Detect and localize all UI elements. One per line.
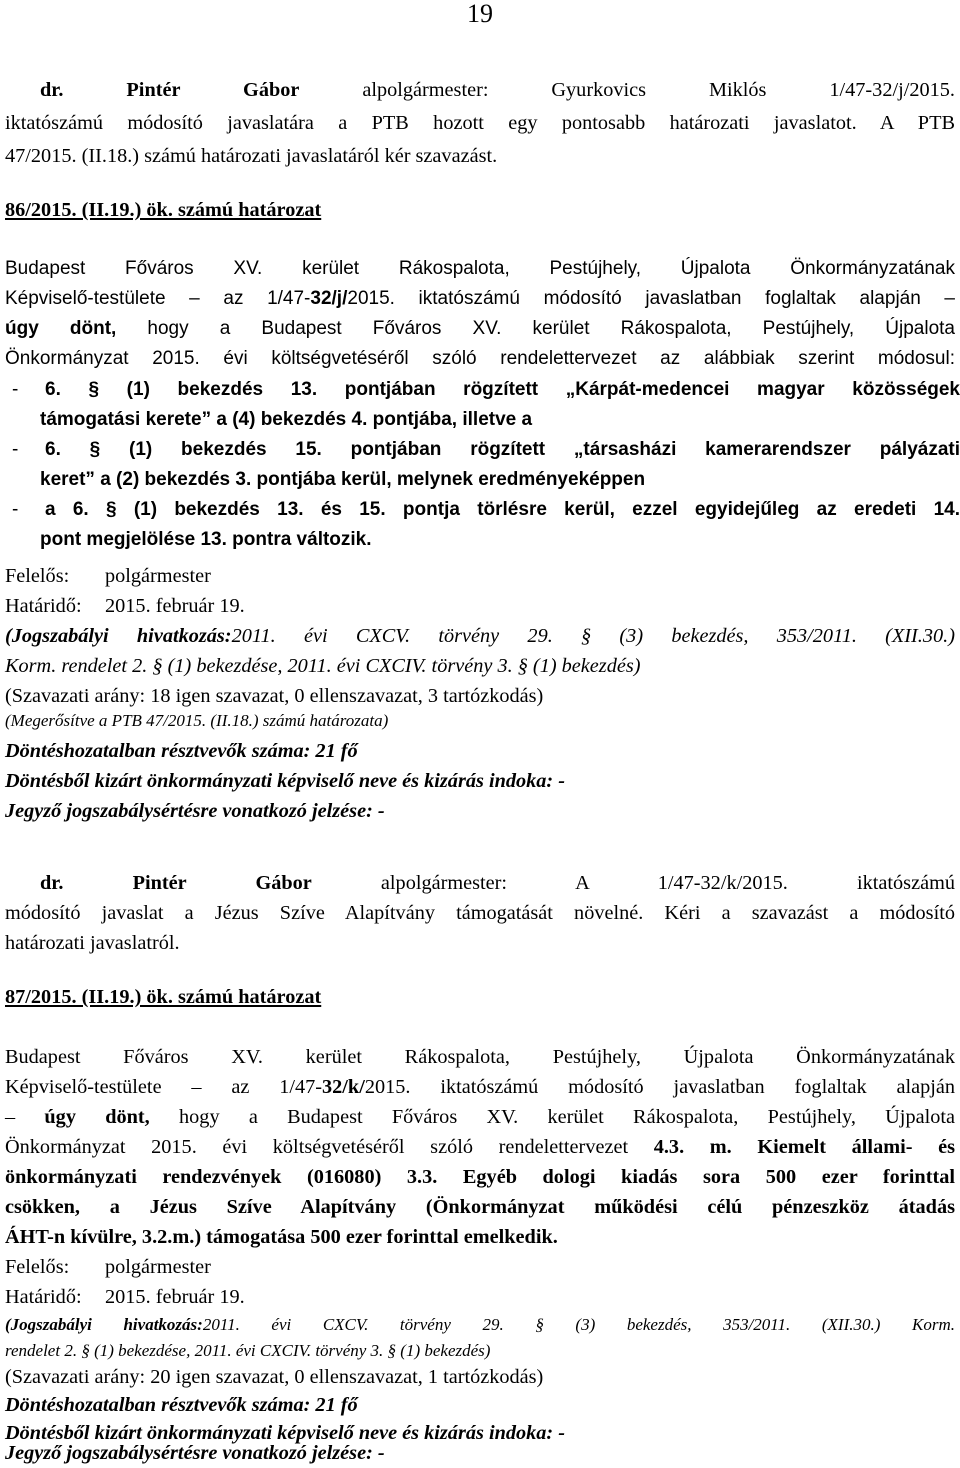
responsible-line (5, 1252, 955, 1282)
text: Képviselő-testülete – az 1/47- (5, 288, 311, 309)
resolution-line: Budapest Főváros XV. kerület Rákospalota, Pestújhely, Újpalota Önkormányzatának (5, 258, 955, 279)
responsible-label: Felelős: (5, 1256, 70, 1278)
resolution-line (5, 1102, 955, 1132)
bullet-dash: - (12, 379, 19, 400)
bullet-text: a 6. § (1) bekezdés 13. és 15. pontja törlésre kerül, ezzel egyidejűleg az eredeti 14. (45, 499, 960, 520)
bullet-text: támogatási kerete” a (4) bekezdés 4. pontjába, illetve a (40, 409, 533, 430)
bullet-text: 6. § (1) bekezdés 15. pontjában rögzített „társasházi kamerarendszer pályázati (45, 439, 960, 460)
text-bold: önkormányzati rendezvények (016080) 3.3. Egyéb dologi kiadás sora 500 ezer forinttal (5, 1166, 955, 1188)
decision-phrase: úgy dönt, (44, 1106, 150, 1128)
legal-reference-text: rendelet 2. § (1) bekezdése, 2011. évi CXCIV. törvény 3. § (1) bekezdés) (5, 1341, 491, 1360)
notary-text: Jegyző jogszabálysértésre vonatkozó jelzése: - (5, 800, 385, 822)
resolution-heading-text: 86/2015. (II.19.) ök. számú határozat (5, 199, 322, 221)
text: Képviselő-testülete – az 1/47- (5, 1076, 323, 1098)
resolution-line (5, 314, 955, 344)
text: 2015. iktatószámú módosító javaslatban foglaltak alapján (364, 1076, 955, 1098)
legal-reference-text: Korm. rendelet 2. § (1) bekezdése, 2011. évi CXCIV. törvény 3. § (1) bekezdés) (5, 655, 641, 677)
participants-count (5, 1390, 955, 1420)
speaker-name: dr. Pintér Gábor (40, 79, 300, 101)
resolution-line (5, 1192, 955, 1222)
excluded-text: Döntésből kizárt önkormányzati képviselő neve és kizárás indoka: - (5, 1422, 565, 1444)
notary-signal (5, 796, 955, 826)
deadline-label: Határidő: (5, 1286, 82, 1308)
responsible-line (5, 561, 955, 591)
deadline-label: Határidő: (5, 595, 82, 617)
paragraph-text: alpolgármester: A 1/47-32/k/2015. iktatószámú (311, 872, 955, 894)
legal-reference-text: 2011. évi CXCV. törvény 29. § (3) bekezdés, 353/2011. (XII.30.) (231, 625, 955, 647)
page-number: 19 (467, 0, 493, 28)
paragraph-line: 47/2015. (II.18.) számú határozati javaslatáról kér szavazást. (5, 145, 498, 167)
text: hogy a Budapest Főváros XV. kerület Rákospalota, Pestújhely, Újpalota (116, 318, 955, 339)
resolution-line (5, 1162, 955, 1192)
legal-reference-label: (Jogszabályi hivatkozás: (5, 625, 232, 647)
notary-signal (5, 1438, 955, 1468)
responsible-value: polgármester (105, 1256, 211, 1278)
paragraph-line: módosító javaslat a Jézus Szíve Alapítvány támogatását növelné. Kéri a szavazást a módosító (5, 902, 955, 924)
resolution-heading (5, 982, 955, 1012)
text-bold: 32/j/ (310, 288, 348, 309)
speaker-paragraph-2 (40, 868, 955, 898)
text-bold: csökken, a Jézus Szíve Alapítvány (Önkormányzat működési célú pénzeszköz átadás (5, 1196, 955, 1218)
speaker-name: dr. Pintér Gábor (40, 872, 312, 894)
legal-reference-text: 2011. évi CXCV. törvény 29. § (3) bekezdés, 353/2011. (XII.30.) Korm. (202, 1315, 955, 1334)
resolution-line (5, 284, 955, 314)
decision-phrase: úgy dönt, (5, 318, 117, 339)
bullet-dash: - (12, 499, 19, 520)
responsible-value: polgármester (105, 565, 211, 587)
confirmation-text: (Megerősítve a PTB 47/2015. (II.18.) számú határozata) (5, 711, 389, 730)
bullet-continuation (40, 465, 955, 495)
notary-text: Jegyző jogszabálysértésre vonatkozó jelzése: - (5, 1442, 385, 1464)
bullet-item (5, 495, 960, 525)
excluded-text: Döntésből kizárt önkormányzati képviselő neve és kizárás indoka: - (5, 770, 565, 792)
bullet-item (5, 375, 960, 405)
text: Önkormányzat 2015. évi költségvetéséről szóló rendelettervezet (5, 1136, 654, 1158)
paragraph-line: határozati javaslatról. (5, 932, 180, 954)
text: 2015. iktatószámú módosító javaslatban foglaltak alapján – (347, 288, 955, 309)
vote-ratio: (Szavazati arány: 18 igen szavazat, 0 ellenszavazat, 3 tartózkodás) (5, 685, 544, 707)
vote-ratio: (Szavazati arány: 20 igen szavazat, 0 ellenszavazat, 1 tartózkodás) (5, 1366, 544, 1388)
confirmation-note (5, 706, 955, 736)
resolution-line (5, 1222, 955, 1252)
participants-count (5, 736, 955, 766)
resolution-line (5, 1072, 955, 1102)
text: hogy a Budapest Főváros XV. kerület Rákospalota, Pestújhely, Újpalota (149, 1106, 955, 1128)
deadline-value: 2015. február 19. (105, 1286, 245, 1308)
bullet-item (5, 435, 960, 465)
legal-reference-label: (Jogszabályi hivatkozás: (5, 1315, 203, 1334)
excluded-members (5, 766, 955, 796)
resolution-line: Önkormányzat 2015. évi költségvetéséről szóló rendelettervezet az alábbiak szerint módosul: (5, 348, 955, 369)
resolution-heading-text: 87/2015. (II.19.) ök. számú határozat (5, 986, 322, 1008)
resolution-line (5, 1132, 955, 1162)
paragraph-text: alpolgármester: Gyurkovics Miklós 1/47-32/j/2015. (299, 79, 955, 101)
bullet-text: keret” a (2) bekezdés 3. pontjába kerül, melynek eredményeképpen (40, 469, 646, 490)
deadline-line (5, 591, 955, 621)
responsible-label: Felelős: (5, 565, 70, 587)
deadline-value: 2015. február 19. (105, 595, 245, 617)
participants-text: Döntéshozatalban résztvevők száma: 21 fő (5, 740, 358, 762)
speaker-paragraph-1 (40, 75, 955, 105)
resolution-line: Budapest Főváros XV. kerület Rákospalota, Pestújhely, Újpalota Önkormányzatának (5, 1046, 955, 1068)
legal-reference (5, 621, 955, 651)
legal-reference-continuation (5, 651, 955, 681)
bullet-continuation (40, 525, 955, 555)
paragraph-line: iktatószámú módosító javaslatára a PTB hozott egy pontosabb határozati javaslatot. A PTB (5, 112, 955, 134)
bullet-text: 6. § (1) bekezdés 13. pontjában rögzített „Kárpát-medencei magyar közösségek (45, 379, 960, 400)
bullet-dash: - (12, 439, 19, 460)
participants-text: Döntéshozatalban résztvevők száma: 21 fő (5, 1394, 358, 1416)
bullet-continuation (40, 405, 955, 435)
resolution-heading (5, 195, 955, 225)
text-bold: 4.3. m. Kiemelt állami- és (653, 1136, 955, 1158)
deadline-line (5, 1282, 955, 1312)
bullet-text: pont megjelölése 13. pontra változik. (40, 529, 372, 550)
text: – (5, 1106, 45, 1128)
text-bold: ÁHT-n kívülre, 3.2.m.) támogatása 500 ezer forinttal emelkedik. (5, 1226, 558, 1248)
text-bold: 32/k/ (322, 1076, 365, 1098)
